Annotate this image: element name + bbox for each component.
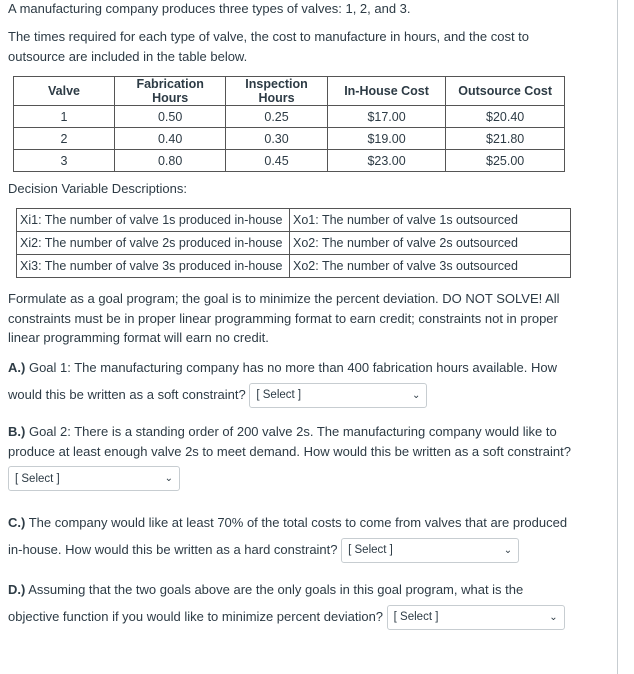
table-cell: 0.80 <box>115 150 226 172</box>
valve-table <box>13 76 565 172</box>
table-row <box>17 209 571 232</box>
header-valve: Valve <box>14 77 115 106</box>
table-cell: 2 <box>14 128 115 150</box>
table-row <box>14 150 565 172</box>
table-cell: Xi2: The number of valve 2s produced in-house <box>17 232 290 255</box>
table-cell: $19.00 <box>327 128 445 150</box>
question-c-label: C.) <box>8 515 26 530</box>
table-header-row <box>14 77 565 106</box>
table-cell: 0.45 <box>226 150 328 172</box>
question-b <box>8 422 574 491</box>
table-row <box>14 106 565 128</box>
table-cell: $25.00 <box>446 150 565 172</box>
table-row <box>14 128 565 150</box>
question-a <box>8 354 574 408</box>
question-c <box>8 509 574 563</box>
select-value: [ Select ] <box>256 389 302 402</box>
table-cell: Xi1: The number of valve 1s produced in-house <box>17 209 290 232</box>
intro-line-2: The times required for each type of valve, the cost to manufacture in hours, and the cost to outsource are included in the table below. <box>8 29 530 64</box>
question-a-select[interactable] <box>249 383 427 408</box>
table-row <box>17 232 571 255</box>
header-inspection-hours: Inspection Hours <box>226 77 328 106</box>
question-a-text: Goal 1: The manufacturing company has no more than 400 fabrication hours available. How would this be written as a soft constraint? <box>8 360 557 402</box>
table-cell: 1 <box>14 106 115 128</box>
content-border <box>617 0 618 674</box>
do-not-solve-text: DO NOT SOLVE! All constraints must be in proper linear programming format to earn credit; constraints not in proper linear programming format will earn no credit. <box>8 291 560 345</box>
select-value: [ Select ] <box>393 611 439 624</box>
table-cell: $21.80 <box>446 128 565 150</box>
question-d <box>8 576 574 630</box>
table-cell: $20.40 <box>446 106 565 128</box>
decision-variables-table <box>16 208 571 278</box>
formulate-instructions <box>8 289 568 348</box>
table-cell: Xi3: The number of valve 3s produced in-house <box>17 255 290 278</box>
header-fabrication-hours: Fabrication Hours <box>115 77 226 106</box>
chevron-down-icon: ⌄ <box>549 612 558 624</box>
question-c-text: The company would like at least 70% of the total costs to come from valves that are produced in-house. How would this be written as a hard constraint? <box>8 515 568 557</box>
table-cell: 0.25 <box>226 106 328 128</box>
question-b-label: B.) <box>8 424 26 439</box>
question-d-text: Assuming that the two goals above are the only goals in this goal program, what is the objective function if you would like to minimize percent deviation? <box>8 582 524 624</box>
decision-variables-label: Decision Variable Descriptions: <box>8 181 187 196</box>
question-b-select[interactable] <box>8 466 180 491</box>
table-cell: 0.40 <box>115 128 226 150</box>
question-d-label: D.) <box>8 582 26 597</box>
chevron-down-icon: ⌄ <box>503 545 513 557</box>
table-cell: Xo1: The number of valve 1s outsourced <box>290 209 571 232</box>
formulate-text: Formulate as a goal program; the goal is to minimize the percent deviation. <box>8 291 439 306</box>
chevron-down-icon: ⌄ <box>164 472 173 484</box>
table-cell: 3 <box>14 150 115 172</box>
question-d-select[interactable] <box>387 605 565 630</box>
intro-line-1: A manufacturing company produces three types of valves: 1, 2, and 3. <box>8 1 411 16</box>
chevron-down-icon: ⌄ <box>411 390 421 402</box>
table-cell: Xo2: The number of valve 3s outsourced <box>290 255 571 278</box>
question-a-label: A.) <box>8 360 26 375</box>
header-outsource-cost: Outsource Cost <box>446 77 565 106</box>
select-value: [ Select ] <box>15 472 60 485</box>
select-value: [ Select ] <box>348 544 393 557</box>
question-c-select[interactable] <box>341 538 519 563</box>
header-in-house-cost: In-House Cost <box>327 77 445 106</box>
table-cell: 0.30 <box>226 128 328 150</box>
table-cell: Xo2: The number of valve 2s outsourced <box>290 232 571 255</box>
question-b-text: Goal 2: There is a standing order of 200 valve 2s. The manufacturing company would like to produce at least enough valve 2s to meet demand. How would this be written as a soft constraint? <box>8 424 571 459</box>
table-cell: $17.00 <box>327 106 445 128</box>
table-cell: $23.00 <box>327 150 445 172</box>
table-cell: 0.50 <box>115 106 226 128</box>
table-row <box>17 255 571 278</box>
